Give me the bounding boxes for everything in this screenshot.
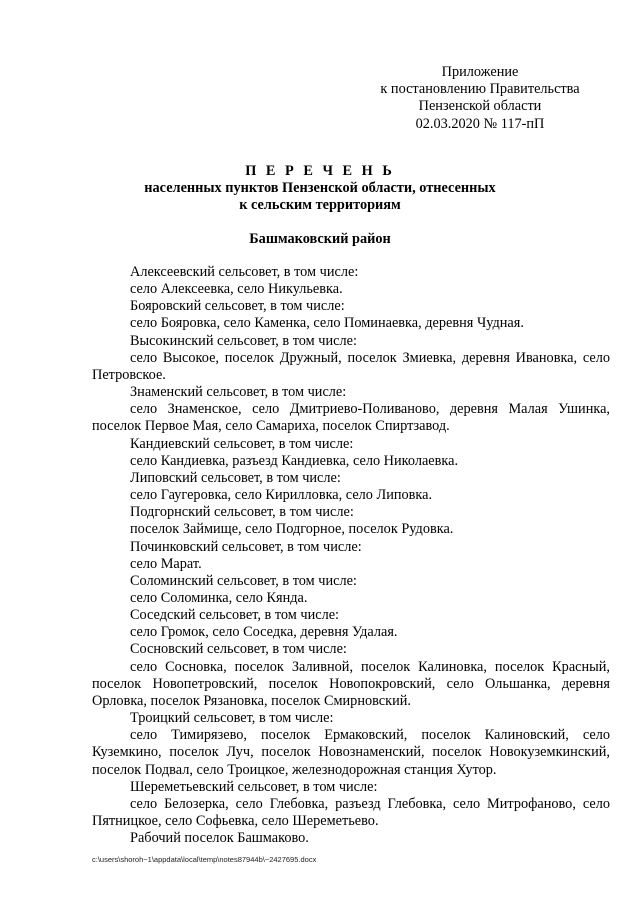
- worker-settlement: Рабочий поселок Башмаково.: [130, 830, 309, 847]
- settlement-list: село Белозерка, село Глебовка, разъезд Глебовка, село Митрофаново, село Пятницкое, село Софьевка, село Шереметьево.: [92, 795, 610, 829]
- settlement-list: село Громок, село Соседка, деревня Удалая.: [130, 624, 398, 641]
- district-title: Башмаковский район: [249, 231, 391, 247]
- settlement-list: село Алексеевка, село Никульевка.: [130, 281, 343, 298]
- council-name: Липовский сельсовет, в том числе:: [130, 469, 341, 486]
- council-name: Соседский сельсовет, в том числе:: [130, 607, 340, 624]
- settlement-list: село Знаменское, село Дмитриево-Поливаново, деревня Малая Ушинка, поселок Первое Мая, село Самариха, поселок Спиртзавод.: [92, 401, 610, 435]
- settlement-list: поселок Займище, село Подгорное, поселок Рудовка.: [130, 521, 454, 538]
- settlement-list: село Кандиевка, разъезд Кандиевка, село Николаевка.: [130, 452, 459, 469]
- council-name: Бояровский сельсовет, в том числе:: [130, 298, 345, 315]
- council-name: Подгорнский сельсовет, в том числе:: [130, 504, 354, 521]
- annex-line-2: к постановлению Правительства: [380, 81, 580, 98]
- council-name: Высокинский сельсовет, в том числе:: [130, 332, 357, 349]
- council-name: Алексеевский сельсовет, в том числе:: [130, 264, 359, 280]
- council-name: Троицкий сельсовет, в том числе:: [130, 710, 334, 727]
- annex-line-3: Пензенской области: [418, 98, 542, 115]
- council-name: Кандиевский сельсовет, в том числе:: [130, 435, 354, 452]
- settlement-list: село Гаугеровка, село Кирилловка, село Липовка.: [130, 487, 433, 504]
- footer-file-path: c:\users\shoroh~1\appdata\local\temp\notes87944b\~2427695.docx: [92, 855, 317, 864]
- council-name: Соломинский сельсовет, в том числе:: [130, 572, 357, 589]
- document-subtitle-1: населенных пунктов Пензенской области, отнесенных: [144, 180, 496, 196]
- council-list: [92, 264, 610, 847]
- settlement-list: село Соломинка, село Кянда.: [130, 589, 308, 606]
- document-title: П Е Р Е Ч Е Н Ь: [245, 163, 395, 179]
- annex-block: [360, 64, 600, 133]
- council-name: Знаменский сельсовет, в том числе:: [130, 384, 347, 401]
- settlement-list: село Сосновка, поселок Заливной, поселок Калиновка, поселок Красный, поселок Новопетровский, поселок Новопокровский, село Ольшанка, деревня Орловка, поселок Рязановка, поселок Смирновский.: [92, 658, 610, 709]
- council-name: Сосновский сельсовет, в том числе:: [130, 641, 347, 658]
- annex-line-4: 02.03.2020 № 117-пП: [415, 115, 545, 132]
- council-name: Шереметьевский сельсовет, в том числе:: [130, 778, 378, 795]
- annex-line-1: Приложение: [441, 64, 519, 80]
- settlement-list: село Марат.: [130, 555, 202, 572]
- council-name: Починковский сельсовет, в том числе:: [130, 538, 362, 555]
- document-heading: [92, 163, 548, 214]
- settlement-list: село Бояровка, село Каменка, село Поминаевка, деревня Чудная.: [130, 315, 524, 332]
- document-subtitle-2: к сельским территориям: [239, 197, 401, 213]
- settlement-list: село Тимирязево, поселок Ермаковский, поселок Калиновский, село Куземкино, поселок Луч, поселок Новознаменский, поселок Новокуземкинский, поселок Подвал, село Троицкое, железнодорожная станция Хутор.: [92, 727, 610, 778]
- settlement-list: село Высокое, поселок Дружный, поселок Змиевка, деревня Ивановка, село Петровское.: [92, 349, 610, 383]
